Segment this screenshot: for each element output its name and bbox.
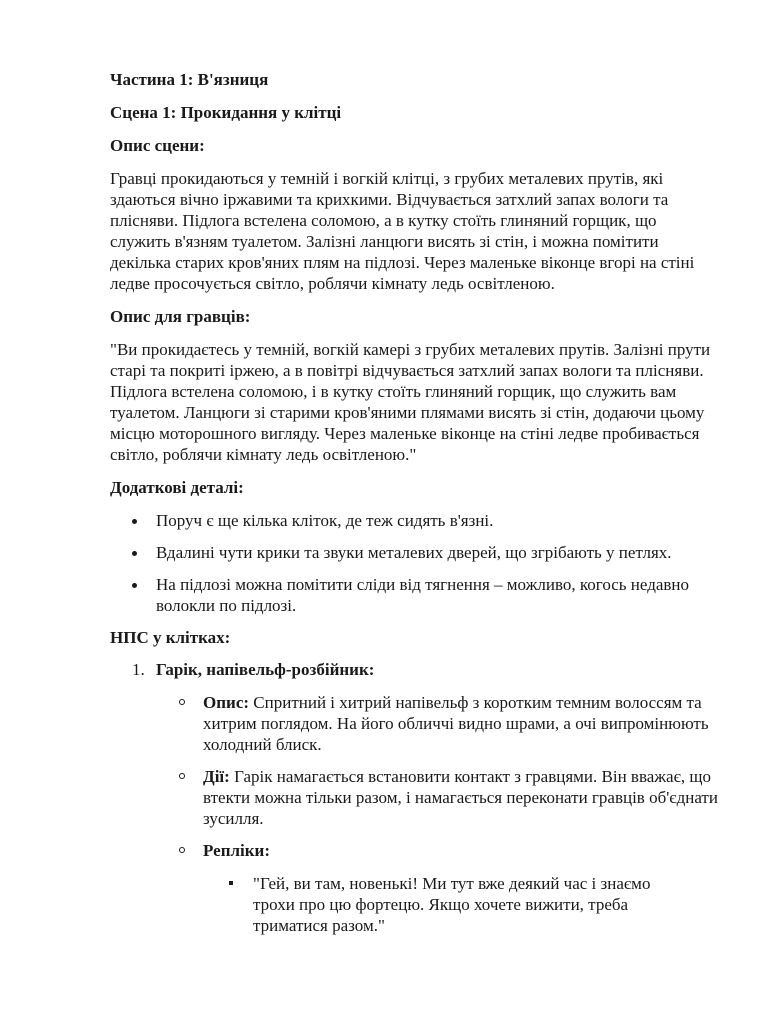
players-description-heading: Опис для гравців: [110, 307, 251, 326]
npc-description-text: Спритний і хитрий напівельф з коротким темним волоссям та хитрим поглядом. На його обличчі видно шрами, а очі випромінюють холодний блиск. [203, 693, 709, 754]
bullet-icon [132, 583, 137, 588]
bullet-icon [132, 551, 137, 556]
list-item-text: Вдалині чути крики та звуки металевих дверей, що згрібають у петлях. [156, 543, 672, 562]
npc-list [110, 659, 718, 936]
npc-actions [156, 766, 718, 829]
npc-lines [156, 840, 718, 936]
list-item-text: Поруч є ще кілька кліток, де теж сидять в'язні. [156, 511, 494, 530]
npc-line [203, 873, 683, 936]
list-item [110, 510, 716, 531]
npc-number: 1. [132, 660, 145, 679]
extra-details-heading: Додаткові деталі: [110, 478, 244, 497]
npc-lines-label: Репліки: [203, 841, 271, 860]
part-title: Частина 1: В'язниця [110, 70, 269, 89]
circle-bullet-icon [179, 699, 185, 705]
square-bullet-icon [229, 881, 233, 885]
npc-lines-list [203, 873, 718, 936]
bullet-icon [132, 519, 137, 524]
players-description: "Ви прокидаєтесь у темній, вогкій камері з грубих металевих прутів. Залізні прути старі та покриті іржею, а в повітрі відчувається затхлий запах вологи та плісняви. Підлога встелена соломою, і в кутку стоїть глиняний горщик, що служить вам туалетом. Ланцюги зі старими кров'яними плямами висять зі стін, додаючи цьому місцю моторошного вигляду. Через маленьке віконце на стіні ледве пробивається світло, роблячи кімнату ледь освітленою." [110, 340, 711, 464]
npc-details-list [156, 692, 718, 936]
scene-title: Сцена 1: Прокидання у клітці [110, 103, 342, 122]
extra-details-list [110, 510, 718, 616]
scene-description-heading: Опис сцени: [110, 136, 205, 155]
npc-actions-text: Гарік намагається встановити контакт з гравцями. Він вважає, що втекти можна тільки разом, і намагається переконати гравців об'єднати зусилля. [203, 767, 718, 828]
list-item [110, 574, 716, 616]
npc-description-label: Опис: [203, 693, 250, 712]
npc-actions-label: Дії: [203, 767, 230, 786]
list-item [110, 542, 716, 563]
npc-heading: НПС у клітках: [110, 628, 231, 647]
list-item-text: На підлозі можна помітити сліди від тягнення – можливо, когось недавно волокли по підлозі. [156, 575, 690, 615]
npc-name: Гарік, напівельф-розбійник: [156, 660, 375, 679]
npc-description [156, 692, 718, 755]
circle-bullet-icon [179, 847, 185, 853]
npc-line-text: "Гей, ви там, новенькі! Ми тут вже деякий час і знаємо трохи про цю фортецю. Якщо хочете вижити, треба триматися разом." [253, 874, 651, 935]
npc-item [110, 659, 718, 936]
circle-bullet-icon [179, 773, 185, 779]
scene-description: Гравці прокидаються у темній і вогкій клітці, з грубих металевих прутів, які здаються вічно іржавими та крихкими. Відчувається затхлий запах вологи та плісняви. Підлога встелена соломою, а в кутку стоїть глиняний горщик, що служить в'язням туалетом. Залізні ланцюги висять зі стін, і можна помітити декілька старих кров'яних плям на підлозі. Через маленьке віконце вгорі на стіні ледве просочується світло, роблячи кімнату ледь освітленою. [110, 169, 695, 293]
